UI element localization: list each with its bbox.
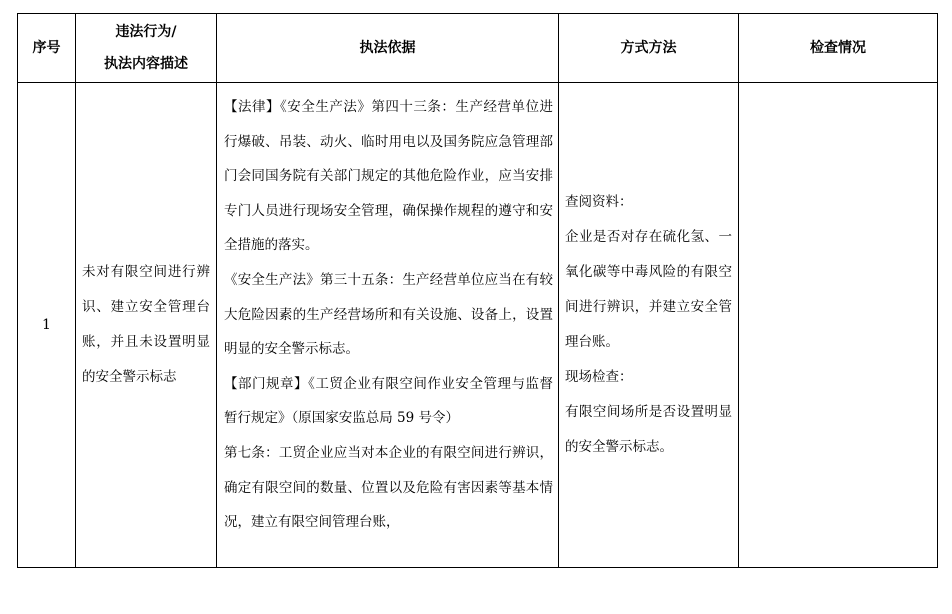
- basis-paragraph: 《安全生产法》第三十五条：生产经营单位应当在有较大危险因素的生产经营场所和有关设施、设备上，设置明显的安全警示标志。: [224, 271, 553, 358]
- header-inspection-status: 检查情况: [739, 14, 938, 83]
- header-legal-basis: 执法依据: [217, 14, 559, 83]
- method-paragraph: 企业是否对存在硫化氢、一氧化碳等中毒风险的有限空间进行辨识，并建立安全管理台账。: [565, 229, 732, 350]
- method-paragraph: 现场检查：: [565, 369, 633, 385]
- basis-paragraph: 【部门规章】《工贸企业有限空间作业安全管理与监督暂行规定》（原国家安监总局 59 号令）: [224, 375, 553, 427]
- header-serial-number: 序号: [18, 14, 76, 83]
- header-violation-line1: 违法行为/: [115, 24, 177, 40]
- method-paragraph: 有限空间场所是否设置明显的安全警示标志。: [565, 404, 732, 455]
- header-row: [18, 14, 938, 83]
- law-enforcement-table: [17, 13, 938, 568]
- cell-legal-basis: [217, 83, 559, 568]
- basis-paragraph: 第七条：工贸企业应当对本企业的有限空间进行辨识，确定有限空间的数量、位置以及危险有害因素等基本情况，建立有限空间管理台账，: [224, 444, 553, 531]
- cell-serial-number: 1: [18, 83, 76, 568]
- header-violation: [76, 14, 217, 83]
- method-paragraph: 查阅资料：: [565, 194, 633, 210]
- cell-inspection-status: [739, 83, 938, 568]
- cell-violation: 未对有限空间进行辨识、建立安全管理台账，并且未设置明显的安全警示标志: [76, 83, 217, 568]
- header-violation-line2: 执法内容描述: [104, 56, 188, 72]
- table-row: [18, 83, 938, 568]
- basis-paragraph: 【法律】《安全生产法》第四十三条：生产经营单位进行爆破、吊装、动火、临时用电以及国务院应急管理部门会同国务院有关部门规定的其他危险作业，应当安排专门人员进行现场安全管理，确保操作规程的遵守和安全措施的落实。: [224, 99, 553, 254]
- header-method: 方式方法: [559, 14, 739, 83]
- cell-method: [559, 83, 739, 568]
